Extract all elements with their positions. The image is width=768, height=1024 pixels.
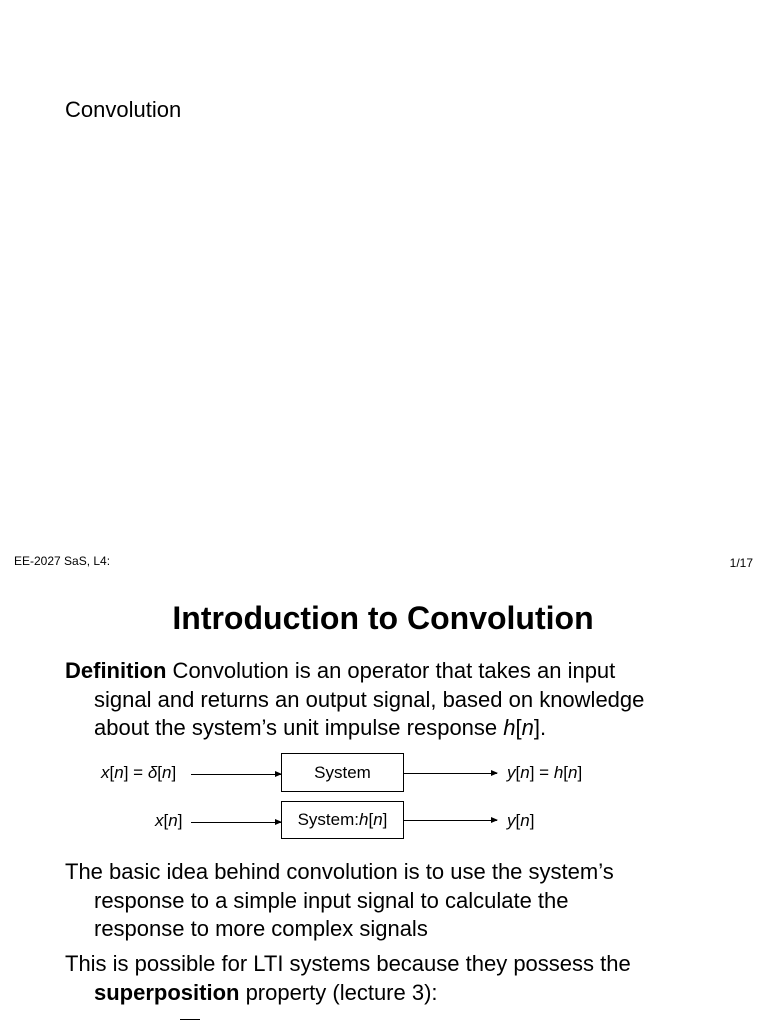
diagram-row1-input-arrow	[191, 774, 281, 775]
lti-line-2: superposition property (lecture 3):	[94, 979, 438, 1005]
diagram-row1-output-label: y[n] = h[n]	[507, 763, 583, 782]
definition-paragraph	[65, 657, 705, 743]
diagram-row1-input-label: x[n] = δ[n]	[101, 763, 177, 782]
basic-idea-line-1: The basic idea behind convolution is to use the system’s	[65, 859, 614, 884]
diagram-row2-output-label: y[n]	[507, 811, 535, 830]
section-title: Convolution	[65, 97, 182, 122]
summation-glyph-cutoff	[180, 1019, 200, 1022]
basic-idea-line-3: response to more complex signals	[94, 916, 428, 941]
basic-idea-line-2: response to a simple input signal to calculate the	[94, 887, 569, 913]
diagram-row2-system-box: System: h [ n ]	[281, 801, 404, 839]
definition-line-1: Definition Convolution is an operator that takes an input	[65, 658, 616, 683]
page-number: 1/17	[729, 556, 753, 570]
diagram-row2-input-arrow	[191, 822, 281, 823]
lti-line-1: This is possible for LTI systems because they possess the	[65, 951, 631, 976]
definition-line-3: about the system’s unit impulse response h[n].	[94, 715, 547, 740]
definition-line-2: signal and returns an output signal, based on knowledge	[94, 686, 645, 712]
diagram-row1-system-box: System	[281, 753, 404, 792]
definition-term: Definition	[65, 658, 167, 683]
diagram-row1-output-arrow	[404, 773, 497, 774]
slide-title: Introduction to Convolution	[172, 600, 594, 636]
diagram-row2-input-label: x[n]	[155, 811, 183, 830]
lti-paragraph	[65, 950, 705, 1007]
diagram-row2-output-arrow	[404, 820, 497, 821]
footer-course-label: EE-2027 SaS, L4:	[14, 554, 111, 568]
basic-idea-paragraph	[65, 858, 705, 944]
